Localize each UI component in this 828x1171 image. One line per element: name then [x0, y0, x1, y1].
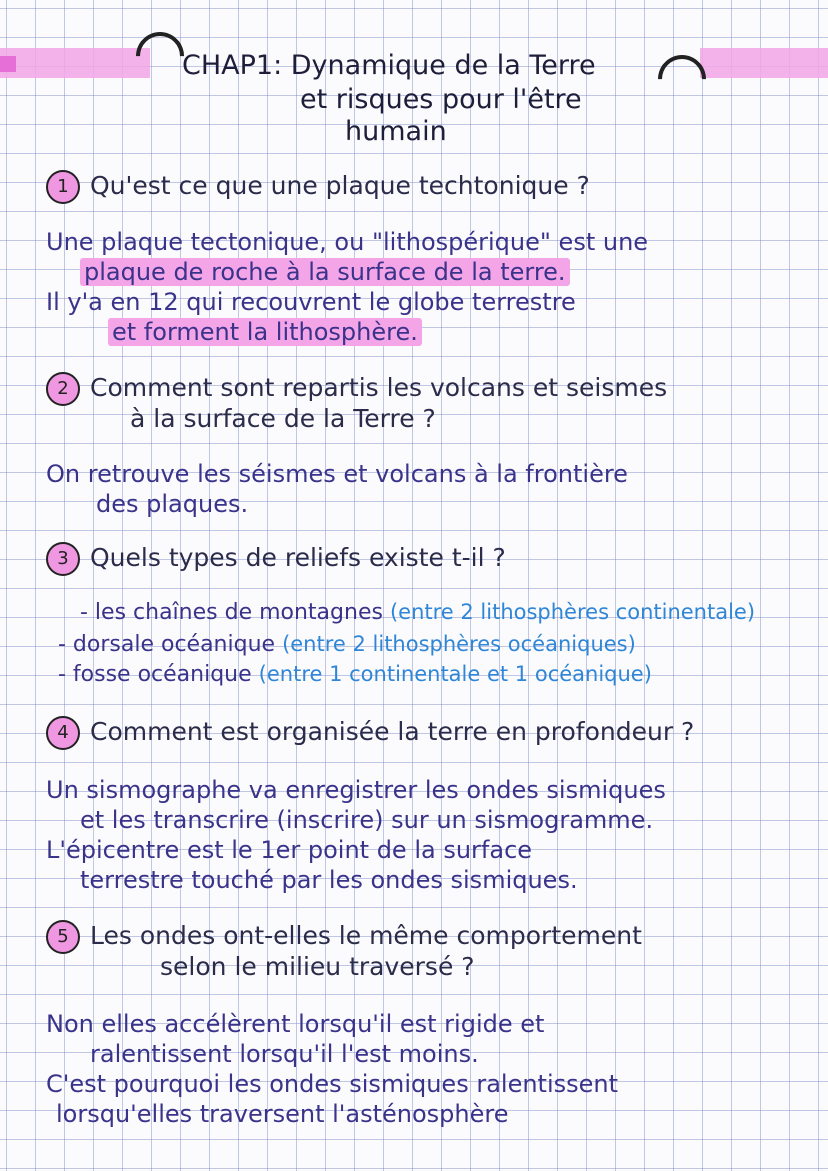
highlighted-text: et forment la lithosphère.: [108, 318, 422, 346]
answer-5-line3: C'est pourquoi les ondes sismiques ralentissent: [46, 1070, 619, 1098]
question-number-badge: 3: [46, 542, 80, 576]
page-title-line2: et risques pour l'être: [300, 84, 582, 115]
title-highlight-left: [0, 48, 150, 78]
question-text: Comment sont repartis les volcans et seismes: [90, 373, 668, 402]
answer-4-line1: Un sismographe va enregistrer les ondes sismiques: [46, 776, 666, 804]
question-3: [46, 542, 506, 576]
question-number-badge: 4: [46, 716, 80, 750]
relief-name: - dorsale océanique: [58, 632, 276, 657]
question-2: [46, 372, 667, 406]
highlighted-text: plaque de roche à la surface de la terre.: [80, 258, 570, 286]
answer-1-line4: [108, 318, 422, 346]
answer-4-line4: terrestre touché par les ondes sismiques.: [80, 866, 578, 894]
relief-note: (entre 1 continentale et 1 océanique): [258, 662, 652, 686]
question-text: Les ondes ont-elles le même comportement: [90, 921, 642, 950]
answer-5-line1: Non elles accélèrent lorsqu'il est rigide et: [46, 1010, 545, 1038]
relief-name: - fosse océanique: [58, 662, 252, 687]
question-1: [46, 170, 590, 204]
title-highlight-right: [700, 48, 828, 78]
question-text: Comment est organisée la terre en profondeur ?: [90, 717, 695, 746]
question-text: Qu'est ce que une plaque techtonique ?: [90, 171, 590, 200]
relief-note: (entre 2 lithosphères océaniques): [282, 632, 636, 656]
pink-tab-mark: [0, 56, 16, 72]
question-4: [46, 716, 694, 750]
relief-name: - les chaînes de montagnes: [80, 600, 383, 625]
question-text: Quels types de reliefs existe t-il ?: [90, 543, 506, 572]
relief-item: [58, 662, 652, 687]
answer-2-line1: On retrouve les séismes et volcans à la frontière: [46, 460, 628, 488]
question-number-badge: 1: [46, 170, 80, 204]
page-title-line3: humain: [345, 116, 447, 147]
question-5: [46, 920, 642, 954]
answer-5-line2: ralentissent lorsqu'il l'est moins.: [90, 1040, 479, 1068]
question-2-line2: à la surface de la Terre ?: [130, 404, 436, 433]
answer-1-line3: Il y'a en 12 qui recouvrent le globe terrestre: [46, 288, 576, 316]
relief-item: [80, 600, 755, 625]
relief-note: (entre 2 lithosphères continentale): [389, 600, 756, 624]
answer-5-line4: lorsqu'elles traversent l'asténosphère: [56, 1100, 509, 1128]
answer-1-line2: [80, 258, 570, 286]
question-number-badge: 2: [46, 372, 80, 406]
answer-2-line2: des plaques.: [96, 490, 249, 518]
page-title-line1: CHAP1: Dynamique de la Terre: [182, 50, 596, 81]
answer-4-line2: et les transcrire (inscrire) sur un sismogramme.: [80, 806, 654, 834]
question-number-badge: 5: [46, 920, 80, 954]
answer-1-line1: Une plaque tectonique, ou "lithospérique" est une: [46, 228, 649, 256]
answer-4-line3: L'épicentre est le 1er point de la surface: [46, 836, 533, 864]
relief-item: [58, 632, 636, 657]
question-5-line2: selon le milieu traversé ?: [160, 952, 475, 981]
